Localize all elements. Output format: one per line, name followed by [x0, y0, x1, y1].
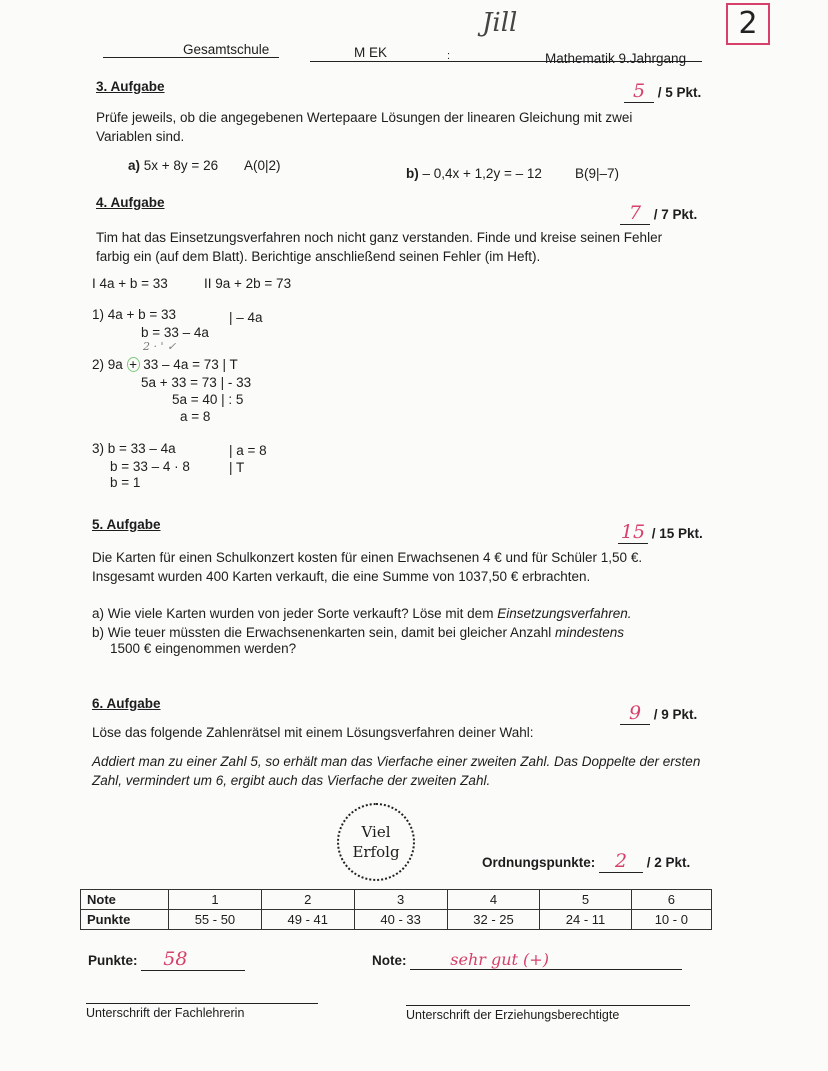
grade-cell: 1 — [169, 890, 262, 910]
task-3b-label: b) — [406, 166, 419, 181]
task-3a-equation: 5x + 8y = 26 — [143, 158, 219, 173]
task-3a-point: A(0|2) — [244, 158, 281, 173]
subject: Mathematik 9.Jahrgang — [545, 51, 687, 66]
task-3-max: / 5 Pkt. — [657, 85, 702, 100]
good-luck-stamp — [337, 803, 415, 881]
task-3-text: Prüfe jeweils, ob die angegebenen Wertepaare Lösungen der linearen Gleichung mit zwei Variablen sind. — [96, 110, 633, 144]
grade-cell: 4 — [447, 890, 540, 910]
task-5a-method: Einsetzungsverfahren. — [497, 606, 632, 621]
task-3b-point: B(9|–7) — [575, 166, 620, 181]
task-4-score — [620, 202, 697, 225]
equation-2: II 9a + 2b = 73 — [204, 276, 292, 291]
table-row — [81, 890, 712, 910]
step-1-line-1: 1) 4a + b = 33 — [92, 307, 177, 322]
final-grade — [372, 950, 682, 970]
order-points — [482, 850, 690, 873]
task-5-title: 5. Aufgabe — [92, 517, 161, 532]
teacher-signature-label: Unterschrift der Fachlehrerin — [86, 1006, 245, 1020]
task-6-max: / 9 Pkt. — [653, 707, 698, 722]
task-5b — [92, 625, 624, 640]
step-3-line-1: 3) b = 33 – 4a — [92, 441, 176, 456]
range-cell: 32 - 25 — [447, 910, 540, 930]
step-1-operation: | – 4a — [229, 310, 263, 325]
range-cell: 10 - 0 — [631, 910, 711, 930]
step-3-operation-2: | T — [229, 460, 245, 475]
grade-table — [80, 889, 712, 930]
equation-1: I 4a + b = 33 — [92, 276, 168, 291]
task-3-score — [624, 80, 701, 103]
step-2-line-2: 5a + 33 = 73 | - 33 — [141, 375, 252, 390]
order-points-label: Ordnungspunkte: — [482, 855, 596, 870]
step-2-line-1a: 2) 9a — [92, 357, 127, 372]
task-4-text: Tim hat das Einsetzungsverfahren noch nicht ganz verstanden. Finde und kreise seinen Fehler farbig ein (auf dem Blatt). Berichtige anschließend seinen Fehler (im Heft). — [96, 230, 663, 264]
step-3-line-2: b = 33 – 4 · 8 — [110, 459, 190, 474]
task-3-points: 5 — [632, 80, 646, 102]
task-4-title: 4. Aufgabe — [96, 195, 165, 210]
class-mark: : — [447, 50, 451, 62]
task-5a — [92, 606, 632, 621]
stamp-line-2: Erfolg — [352, 843, 400, 861]
task-5-score — [618, 521, 703, 544]
task-3b — [406, 166, 542, 181]
step-1-line-2: b = 33 – 4a — [141, 325, 209, 340]
task-5b-suffix: 1500 € eingenommen werden? — [110, 641, 297, 656]
task-3a — [128, 158, 218, 173]
task-3-title: 3. Aufgabe — [96, 79, 165, 94]
table-row — [81, 910, 712, 930]
task-5b-emphasis: mindestens — [555, 625, 625, 640]
total-points-label: Punkte: — [88, 953, 138, 968]
task-6-score — [620, 702, 697, 725]
row-label-grade: Note — [81, 890, 169, 910]
stamp-line-1: Viel — [361, 823, 391, 841]
step-2-line-1b: 33 – 4a = 73 | T — [139, 357, 238, 372]
total-points — [88, 948, 245, 971]
grade-cell: 3 — [354, 890, 447, 910]
task-5-points: 15 — [620, 521, 646, 543]
grade-cell: 6 — [631, 890, 711, 910]
student-name: Jill — [482, 8, 518, 38]
task-4-max: / 7 Pkt. — [653, 207, 698, 222]
range-cell: 40 - 33 — [354, 910, 447, 930]
task-3b-equation: – 0,4x + 1,2y = – 12 — [422, 166, 542, 181]
task-5b-text: b) Wie teuer müssten die Erwachsenenkarten sein, damit bei gleicher Anzahl — [92, 625, 555, 640]
range-cell: 55 - 50 — [169, 910, 262, 930]
guardian-signature-label: Unterschrift der Erziehungsberechtigte — [406, 1008, 620, 1022]
task-6-puzzle: Addiert man zu einer Zahl 5, so erhält man das Vierfache einer zweiten Zahl. Das Doppelte der ersten Zahl, vermindert um 6, ergibt auch das Vierfache der zweiten Zahl. — [92, 754, 701, 788]
class-name: M EK — [354, 45, 388, 60]
task-5-max: / 15 Pkt. — [651, 526, 703, 541]
task-3a-label: a) — [128, 158, 141, 173]
grade-cell: 2 — [261, 890, 354, 910]
step-3-operation-1: | a = 8 — [229, 443, 267, 458]
range-cell: 24 - 11 — [540, 910, 631, 930]
step-2-line-1 — [92, 357, 238, 372]
task-6-title: 6. Aufgabe — [92, 696, 161, 711]
task-6-points: 9 — [628, 702, 642, 724]
grade-cell: 5 — [540, 890, 631, 910]
page-number-box: 2 — [726, 3, 770, 45]
task-5a-text: a) Wie viele Karten wurden von jeder Sorte verkauft? Löse mit dem — [92, 606, 498, 621]
order-points-max: / 2 Pkt. — [646, 855, 691, 870]
step-2-line-4: a = 8 — [180, 409, 211, 424]
task-5-text: Die Karten für einen Schulkonzert kosten für einen Erwachsenen 4 € und für Schüler 1,50 €. Insgesamt wurden 400 Karten verkauft, die eine Summe von 1037,50 € erbrachten. — [92, 550, 643, 584]
task-6-text: Löse das folgende Zahlenrätsel mit einem Lösungsverfahren deiner Wahl: — [92, 725, 534, 740]
row-label-points: Punkte — [81, 910, 169, 930]
correction-mark: 2 · ' ✓ — [143, 340, 177, 353]
step-2-line-3: 5a = 40 | : 5 — [172, 392, 244, 407]
step-3-line-3: b = 1 — [110, 475, 141, 490]
total-points-value: 58 — [163, 948, 188, 970]
task-4-points: 7 — [628, 202, 642, 224]
error-circle: + — [127, 357, 140, 372]
school-name: Gesamtschule — [183, 42, 270, 57]
final-grade-label: Note: — [372, 953, 407, 968]
order-points-value: 2 — [614, 850, 628, 872]
final-grade-value: sehr gut (+) — [450, 950, 549, 969]
range-cell: 49 - 41 — [261, 910, 354, 930]
